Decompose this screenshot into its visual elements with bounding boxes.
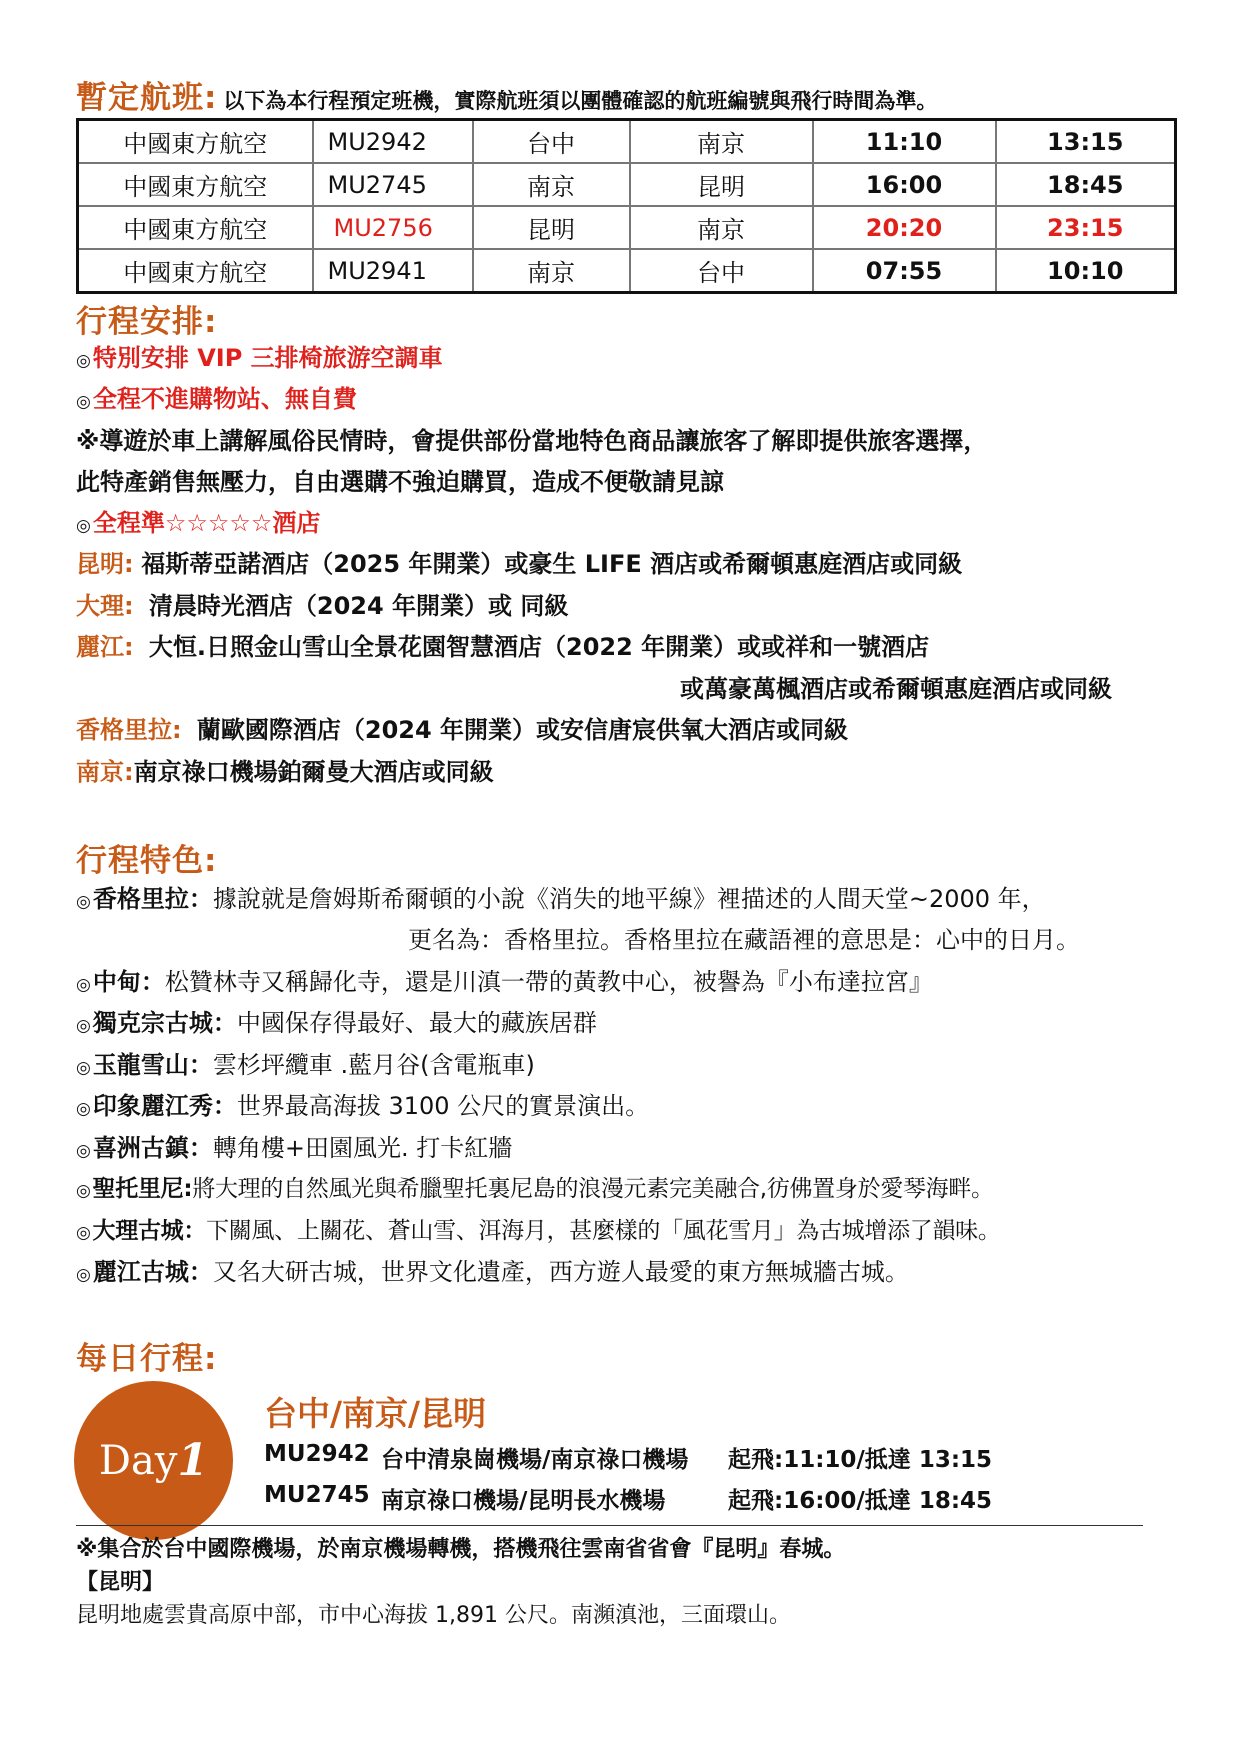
daily-heading: 每日行程: <box>76 1341 218 1377</box>
bullet-icon: ◎ <box>76 1016 91 1036</box>
day-flight-no: MU2942 <box>264 1441 370 1467</box>
hotel-city: 昆明: <box>76 550 134 578</box>
features-heading: 行程特色: <box>76 843 218 879</box>
feature-name: 大理古城： <box>92 1218 207 1244</box>
feature-name: 獨克宗古城： <box>92 1009 237 1037</box>
feature-item <box>76 1089 649 1126</box>
arrival-time-cell: 23:15 <box>996 206 1176 249</box>
day-flight-no: MU2745 <box>264 1482 370 1508</box>
feature-item <box>76 1006 597 1043</box>
flight-number-cell: MU2756 <box>313 206 473 249</box>
from-cell: 南京 <box>473 249 630 293</box>
day-flight-route: 南京祿口機場/昆明長水機場 <box>381 1488 666 1514</box>
hotel-city: 大理: <box>76 592 134 620</box>
hotel-line-dali <box>76 589 568 623</box>
feature-name: 香格里拉： <box>92 885 213 913</box>
feature-text: 世界最高海拔 3100 公尺的實景演出。 <box>236 1092 650 1120</box>
departure-time-cell: 07:55 <box>813 249 996 293</box>
bullet-icon: ◎ <box>76 892 91 912</box>
hotel-line-shangrila <box>76 713 848 747</box>
city-description: 昆明地處雲貴高原中部，市中心海拔 1,891 公尺。南瀕滇池，三面環山。 <box>76 1603 791 1628</box>
day-flight-route: 台中清泉崗機場/南京祿口機場 <box>381 1447 689 1473</box>
day-flight <box>264 1441 370 1467</box>
arrival-time-cell: 18:45 <box>996 163 1176 206</box>
to-cell: 南京 <box>630 206 813 249</box>
flights-table <box>76 118 1177 294</box>
hotel-city: 麗江: <box>76 633 134 661</box>
feature-item <box>76 882 1046 919</box>
arrangement-heading: 行程安排: <box>76 304 218 340</box>
table-row <box>78 120 1176 164</box>
vip-line <box>76 341 443 378</box>
departure-time-cell: 16:00 <box>813 163 996 206</box>
airline-cell: 中國東方航空 <box>78 163 313 206</box>
bullet-icon: ◎ <box>76 351 91 371</box>
feature-text: 轉角樓+田園風光. 打卡紅牆 <box>212 1134 513 1162</box>
guide-note-line-1: ※導遊於車上講解風俗民情時，會提供部份當地特色商品讓旅客了解即提供旅客選擇， <box>76 427 988 455</box>
to-cell: 南京 <box>630 120 813 164</box>
hotel-line-lijiang-cont: 或萬豪萬楓酒店或希爾頓惠庭酒店或同級 <box>680 675 1112 703</box>
feature-text: 雲杉坪纜車 .藍月谷(含電瓶車) <box>212 1051 535 1079</box>
day-number: 1 <box>177 1435 209 1486</box>
feature-text: 將大理的自然風光與希臘聖托裏尼島的浪漫元素完美融合,彷佛置身於愛琴海畔。 <box>192 1176 994 1202</box>
feature-name: 麗江古城： <box>92 1258 213 1286</box>
bullet-icon: ◎ <box>76 1058 91 1078</box>
feature-item <box>76 965 933 1002</box>
feature-name: 印象麗江秀： <box>92 1092 237 1120</box>
airline-cell: 中國東方航空 <box>78 206 313 249</box>
table-row <box>78 249 1176 293</box>
bullet-icon: ◎ <box>76 1181 91 1201</box>
flights-heading <box>76 72 937 117</box>
hotel-text: 蘭歐國際酒店（2024 年開業）或安信唐宸供氧大酒店或同級 <box>196 716 849 744</box>
table-row <box>78 163 1176 206</box>
feature-text: 松贊林寺又稱歸化寺，還是川滇一帶的黃教中心，被譽為『小布達拉宮』 <box>164 968 933 996</box>
hotel-grade-text: 全程準☆☆☆☆☆酒店 <box>92 509 321 537</box>
bullet-icon: ◎ <box>76 516 91 536</box>
day-flight-time: 起飛:16:00/抵達 18:45 <box>728 1488 993 1514</box>
flights-note: 以下為本行程預定班機，實際航班須以團體確認的航班編號與飛行時間為準。 <box>223 89 938 113</box>
day-note: ※集合於台中國際機場，於南京機場轉機，搭機飛往雲南省省會『昆明』春城。 <box>76 1537 846 1562</box>
to-cell: 台中 <box>630 249 813 293</box>
divider <box>76 1525 1143 1526</box>
guide-note-line-2: 此特產銷售無壓力，自由選購不強迫購買，造成不便敬請見諒 <box>76 468 724 496</box>
bullet-icon: ◎ <box>76 975 91 995</box>
city-tag: 【昆明】 <box>76 1570 165 1595</box>
feature-item <box>76 1255 909 1292</box>
bullet-icon: ◎ <box>76 392 91 412</box>
hotel-city: 南京: <box>76 758 134 786</box>
bullet-icon: ◎ <box>76 1141 91 1161</box>
departure-time-cell: 11:10 <box>813 120 996 164</box>
day-flight-time: 起飛:11:10/抵達 13:15 <box>728 1447 993 1473</box>
flight-number-cell: MU2941 <box>313 249 473 293</box>
vip-text: 特別安排 VIP 三排椅旅游空調車 <box>92 344 443 372</box>
departure-time-cell: 20:20 <box>813 206 996 249</box>
airline-cell: 中國東方航空 <box>78 120 313 164</box>
to-cell: 昆明 <box>630 163 813 206</box>
hotel-text: 南京祿口機場鉑爾曼大酒店或同級 <box>133 758 494 786</box>
feature-item <box>76 1214 1001 1250</box>
from-cell: 南京 <box>473 163 630 206</box>
feature-item <box>76 1131 512 1168</box>
day-label: Day <box>98 1437 178 1484</box>
airline-cell: 中國東方航空 <box>78 249 313 293</box>
hotel-line-lijiang <box>76 630 929 664</box>
hotel-city: 香格里拉: <box>76 716 182 744</box>
flight-number-cell: MU2745 <box>313 163 473 206</box>
day-flight <box>264 1482 370 1508</box>
hotel-line-kunming <box>76 547 962 581</box>
feature-text: 又名大研古城，世界文化遺產，西方遊人最愛的東方無城牆古城。 <box>212 1258 909 1286</box>
flight-number-cell: MU2942 <box>313 120 473 164</box>
feature-item <box>76 1172 994 1208</box>
from-cell: 台中 <box>473 120 630 164</box>
table-row <box>78 206 1176 249</box>
feature-item <box>76 1048 535 1085</box>
feature-name: 中甸： <box>92 968 165 996</box>
feature-name: 聖托里尼: <box>92 1176 193 1202</box>
bullet-icon: ◎ <box>76 1265 91 1285</box>
day-badge <box>74 1381 233 1540</box>
bullet-icon: ◎ <box>76 1099 91 1119</box>
flights-heading-label: 暫定航班: <box>76 80 218 116</box>
hotel-grade-line <box>76 506 320 543</box>
hotel-text: 大恒.日照金山雪山全景花園智慧酒店（2022 年開業）或或祥和一號酒店 <box>148 633 930 661</box>
feature-text: 下關風、上關花、蒼山雪、洱海月，甚麼樣的「風花雪月」為古城增添了韻味。 <box>206 1218 1001 1244</box>
no-shop-line <box>76 382 357 419</box>
feature-text: 中國保存得最好、最大的藏族居群 <box>236 1009 597 1037</box>
day-title: 台中/南京/昆明 <box>264 1394 487 1433</box>
hotel-line-nanjing <box>76 755 494 789</box>
feature-text: 據說就是詹姆斯希爾頓的小說《消失的地平線》裡描述的人間天堂~2000 年， <box>212 885 1046 913</box>
no-shop-text: 全程不進購物站、無自費 <box>92 385 357 413</box>
hotel-text: 清晨時光酒店（2024 年開業）或 同級 <box>148 592 569 620</box>
from-cell: 昆明 <box>473 206 630 249</box>
arrival-time-cell: 13:15 <box>996 120 1176 164</box>
feature-name: 玉龍雪山： <box>92 1051 213 1079</box>
arrival-time-cell: 10:10 <box>996 249 1176 293</box>
bullet-icon: ◎ <box>76 1223 91 1243</box>
feature-item-cont: 更名為：香格里拉。香格里拉在藏語裡的意思是：心中的日月。 <box>408 926 1080 954</box>
feature-name: 喜洲古鎮： <box>92 1134 213 1162</box>
hotel-text: 福斯蒂亞諾酒店（2025 年開業）或豪生 LIFE 酒店或希爾頓惠庭酒店或同級 <box>141 550 963 578</box>
